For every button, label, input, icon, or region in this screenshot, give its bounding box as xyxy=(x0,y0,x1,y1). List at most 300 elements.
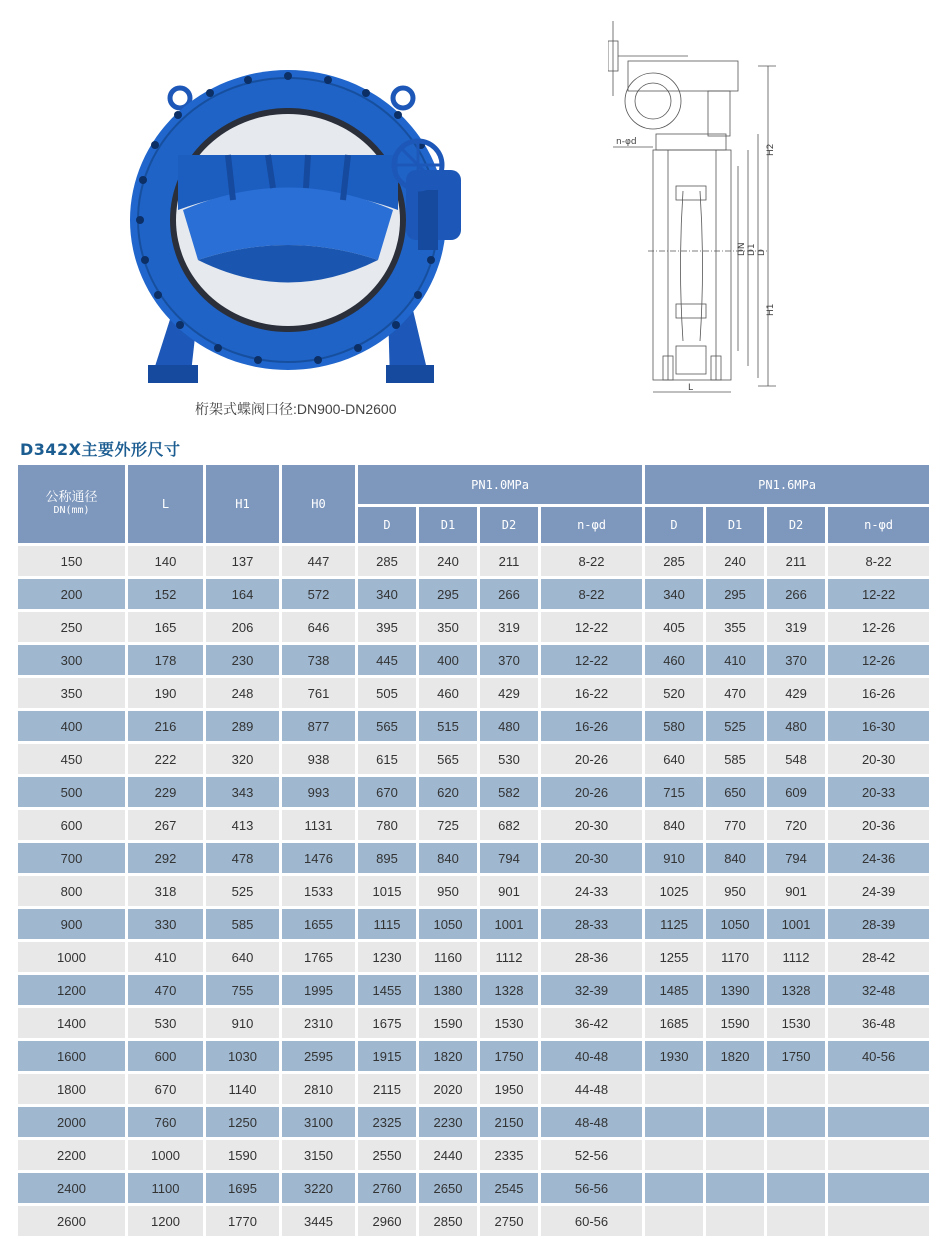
table-cell xyxy=(767,1206,825,1236)
table-cell: 3220 xyxy=(282,1173,355,1203)
table-cell: 585 xyxy=(206,909,279,939)
table-cell: 2325 xyxy=(358,1107,416,1137)
table-row xyxy=(18,876,929,906)
table-cell: 2150 xyxy=(480,1107,538,1137)
table-cell: 700 xyxy=(18,843,125,873)
table-cell: 2335 xyxy=(480,1140,538,1170)
table-cell: 32-39 xyxy=(541,975,642,1005)
table-cell: 582 xyxy=(480,777,538,807)
table-cell: 137 xyxy=(206,546,279,576)
table-cell: 229 xyxy=(128,777,203,807)
table-row xyxy=(18,678,929,708)
table-cell: 165 xyxy=(128,612,203,642)
table-cell: 40-56 xyxy=(828,1041,929,1071)
table-cell: 178 xyxy=(128,645,203,675)
table-cell: 720 xyxy=(767,810,825,840)
table-cell: 32-48 xyxy=(828,975,929,1005)
table-cell: 12-22 xyxy=(541,612,642,642)
table-cell: 150 xyxy=(18,546,125,576)
table-cell: 1770 xyxy=(206,1206,279,1236)
table-cell: 2200 xyxy=(18,1140,125,1170)
table-cell xyxy=(706,1173,764,1203)
table-row xyxy=(18,645,929,675)
table-cell xyxy=(767,1173,825,1203)
dimensions-table xyxy=(15,462,932,1239)
table-cell xyxy=(828,1140,929,1170)
table-cell xyxy=(706,1206,764,1236)
table-cell: 2000 xyxy=(18,1107,125,1137)
drawing-label-dn: DN xyxy=(737,242,747,256)
table-cell: 355 xyxy=(706,612,764,642)
table-cell: 295 xyxy=(419,579,477,609)
table-cell: 2960 xyxy=(358,1206,416,1236)
table-cell: 319 xyxy=(480,612,538,642)
table-row xyxy=(18,744,929,774)
table-cell: 2810 xyxy=(282,1074,355,1104)
table-cell xyxy=(828,1206,929,1236)
table-cell: 285 xyxy=(645,546,703,576)
drawing-label-h1: H1 xyxy=(766,303,776,316)
table-cell: 646 xyxy=(282,612,355,642)
table-cell: 1200 xyxy=(128,1206,203,1236)
table-cell: 1655 xyxy=(282,909,355,939)
table-cell: 525 xyxy=(206,876,279,906)
table-cell: 1115 xyxy=(358,909,416,939)
table-cell: 1820 xyxy=(419,1041,477,1071)
table-cell: 650 xyxy=(706,777,764,807)
table-row xyxy=(18,1173,929,1203)
table-cell: 565 xyxy=(358,711,416,741)
table-cell: 12-22 xyxy=(828,579,929,609)
table-cell: 470 xyxy=(706,678,764,708)
table-cell: 2550 xyxy=(358,1140,416,1170)
table-cell: 2760 xyxy=(358,1173,416,1203)
table-cell: 295 xyxy=(706,579,764,609)
table-cell: 2230 xyxy=(419,1107,477,1137)
table-cell: 20-30 xyxy=(828,744,929,774)
table-cell: 900 xyxy=(18,909,125,939)
table-cell: 600 xyxy=(18,810,125,840)
table-cell: 1995 xyxy=(282,975,355,1005)
table-cell xyxy=(706,1074,764,1104)
table-cell: 760 xyxy=(128,1107,203,1137)
table-cell: 515 xyxy=(419,711,477,741)
header-pn16-d: D xyxy=(645,507,703,543)
table-cell: 36-48 xyxy=(828,1008,929,1038)
header-group-pn16: PN1.6MPa xyxy=(645,465,929,504)
table-cell: 1030 xyxy=(206,1041,279,1071)
table-cell xyxy=(645,1140,703,1170)
table-cell: 266 xyxy=(480,579,538,609)
table-cell: 1380 xyxy=(419,975,477,1005)
table-cell: 2600 xyxy=(18,1206,125,1236)
table-cell: 40-48 xyxy=(541,1041,642,1071)
table-cell: 2440 xyxy=(419,1140,477,1170)
table-cell: 1400 xyxy=(18,1008,125,1038)
table-cell: 530 xyxy=(128,1008,203,1038)
table-cell: 16-26 xyxy=(828,678,929,708)
table-cell: 8-22 xyxy=(828,546,929,576)
table-cell: 16-26 xyxy=(541,711,642,741)
table-cell: 20-30 xyxy=(541,843,642,873)
table-cell xyxy=(706,1140,764,1170)
table-cell: 12-26 xyxy=(828,645,929,675)
table-cell: 1000 xyxy=(128,1140,203,1170)
table-cell: 901 xyxy=(767,876,825,906)
table-cell: 20-36 xyxy=(828,810,929,840)
drawing-label-d1: D1 xyxy=(747,243,757,256)
table-cell: 620 xyxy=(419,777,477,807)
table-cell: 840 xyxy=(419,843,477,873)
header-l: L xyxy=(128,465,203,543)
table-cell: 1230 xyxy=(358,942,416,972)
table-cell: 12-26 xyxy=(828,612,929,642)
table-cell: 1675 xyxy=(358,1008,416,1038)
table-cell: 1125 xyxy=(645,909,703,939)
table-cell: 1001 xyxy=(480,909,538,939)
table-cell: 682 xyxy=(480,810,538,840)
table-cell: 470 xyxy=(128,975,203,1005)
photo-caption: 桁架式蝶阀口径:DN900-DN2600 xyxy=(195,401,397,417)
table-cell: 319 xyxy=(767,612,825,642)
table-cell: 20-26 xyxy=(541,777,642,807)
table-cell: 1950 xyxy=(480,1074,538,1104)
header-dn xyxy=(18,465,125,543)
header-pn16-d2: D2 xyxy=(767,507,825,543)
table-cell: 190 xyxy=(128,678,203,708)
table-cell: 24-33 xyxy=(541,876,642,906)
valve-photo xyxy=(128,60,473,390)
table-cell: 395 xyxy=(358,612,416,642)
table-cell: 1590 xyxy=(206,1140,279,1170)
table-cell: 1170 xyxy=(706,942,764,972)
table-row xyxy=(18,909,929,939)
table-cell: 248 xyxy=(206,678,279,708)
table-cell: 1001 xyxy=(767,909,825,939)
table-cell xyxy=(767,1107,825,1137)
table-cell: 28-39 xyxy=(828,909,929,939)
table-cell: 480 xyxy=(767,711,825,741)
table-cell: 3150 xyxy=(282,1140,355,1170)
table-cell: 1930 xyxy=(645,1041,703,1071)
table-cell: 266 xyxy=(767,579,825,609)
table-cell: 1025 xyxy=(645,876,703,906)
table-row xyxy=(18,777,929,807)
header-h0: H0 xyxy=(282,465,355,543)
table-cell: 240 xyxy=(706,546,764,576)
table-cell: 28-42 xyxy=(828,942,929,972)
table-cell: 1915 xyxy=(358,1041,416,1071)
table-cell: 24-39 xyxy=(828,876,929,906)
table-cell: 340 xyxy=(358,579,416,609)
table-cell: 3445 xyxy=(282,1206,355,1236)
table-cell: 548 xyxy=(767,744,825,774)
table-cell xyxy=(767,1140,825,1170)
table-row xyxy=(18,975,929,1005)
table-cell: 530 xyxy=(480,744,538,774)
table-cell: 320 xyxy=(206,744,279,774)
table-cell: 1476 xyxy=(282,843,355,873)
table-cell xyxy=(645,1074,703,1104)
table-cell: 48-48 xyxy=(541,1107,642,1137)
table-cell: 1131 xyxy=(282,810,355,840)
table-cell: 2310 xyxy=(282,1008,355,1038)
table-cell: 2545 xyxy=(480,1173,538,1203)
table-row xyxy=(18,1206,929,1236)
table-cell: 350 xyxy=(419,612,477,642)
table-cell: 140 xyxy=(128,546,203,576)
table-cell: 1140 xyxy=(206,1074,279,1104)
drawing-label-n-phi-d: n-φd xyxy=(616,137,637,147)
table-cell: 1685 xyxy=(645,1008,703,1038)
table-cell: 413 xyxy=(206,810,279,840)
table-cell: 1015 xyxy=(358,876,416,906)
table-cell xyxy=(645,1107,703,1137)
table-row xyxy=(18,546,929,576)
table-cell: 267 xyxy=(128,810,203,840)
header-pn10-d1: D1 xyxy=(419,507,477,543)
table-cell: 300 xyxy=(18,645,125,675)
table-cell: 938 xyxy=(282,744,355,774)
table-body xyxy=(18,546,929,1236)
drawing-label-d: D xyxy=(757,249,767,256)
table-cell: 2595 xyxy=(282,1041,355,1071)
header-pn16-n-phi-d: n-φd xyxy=(828,507,929,543)
table-cell: 44-48 xyxy=(541,1074,642,1104)
table-cell: 1050 xyxy=(419,909,477,939)
table-cell: 1485 xyxy=(645,975,703,1005)
table-cell: 840 xyxy=(645,810,703,840)
table-cell: 240 xyxy=(419,546,477,576)
table-row xyxy=(18,1074,929,1104)
table-cell: 877 xyxy=(282,711,355,741)
table-cell: 2750 xyxy=(480,1206,538,1236)
table-row xyxy=(18,810,929,840)
table-cell: 1100 xyxy=(128,1173,203,1203)
table-cell: 1200 xyxy=(18,975,125,1005)
table-cell: 761 xyxy=(282,678,355,708)
table-cell xyxy=(767,1074,825,1104)
table-row xyxy=(18,1107,929,1137)
table-cell: 12-22 xyxy=(541,645,642,675)
table-cell: 8-22 xyxy=(541,579,642,609)
table-cell: 330 xyxy=(128,909,203,939)
table-cell: 1050 xyxy=(706,909,764,939)
table-cell: 289 xyxy=(206,711,279,741)
table-cell: 410 xyxy=(706,645,764,675)
table-cell: 1590 xyxy=(706,1008,764,1038)
table-cell: 770 xyxy=(706,810,764,840)
table-cell: 794 xyxy=(480,843,538,873)
table-cell: 993 xyxy=(282,777,355,807)
table-cell: 460 xyxy=(645,645,703,675)
table-cell: 670 xyxy=(128,1074,203,1104)
table-cell: 1328 xyxy=(480,975,538,1005)
table-cell: 525 xyxy=(706,711,764,741)
table-cell: 2650 xyxy=(419,1173,477,1203)
table-cell: 1800 xyxy=(18,1074,125,1104)
table-cell: 450 xyxy=(18,744,125,774)
table-cell: 895 xyxy=(358,843,416,873)
table-cell: 200 xyxy=(18,579,125,609)
table-cell: 1750 xyxy=(767,1041,825,1071)
table-cell: 56-56 xyxy=(541,1173,642,1203)
table-cell: 670 xyxy=(358,777,416,807)
table-cell: 24-36 xyxy=(828,843,929,873)
table-cell xyxy=(645,1206,703,1236)
table-cell: 780 xyxy=(358,810,416,840)
header-dn-unit: DN(mm) xyxy=(53,505,90,516)
table-cell: 1750 xyxy=(480,1041,538,1071)
table-cell: 410 xyxy=(128,942,203,972)
table-row xyxy=(18,612,929,642)
table-cell: 222 xyxy=(128,744,203,774)
table-cell: 1455 xyxy=(358,975,416,1005)
table-cell: 950 xyxy=(419,876,477,906)
table-row xyxy=(18,843,929,873)
table-cell: 318 xyxy=(128,876,203,906)
table-cell: 1820 xyxy=(706,1041,764,1071)
table-cell: 1530 xyxy=(480,1008,538,1038)
table-cell: 505 xyxy=(358,678,416,708)
drawing-label-h2: H2 xyxy=(766,143,776,156)
table-cell: 500 xyxy=(18,777,125,807)
table-cell: 480 xyxy=(480,711,538,741)
table-cell xyxy=(828,1074,929,1104)
table-cell: 1112 xyxy=(480,942,538,972)
table-cell: 600 xyxy=(128,1041,203,1071)
table-cell: 400 xyxy=(18,711,125,741)
table-cell: 1000 xyxy=(18,942,125,972)
table-cell: 292 xyxy=(128,843,203,873)
table-cell: 1255 xyxy=(645,942,703,972)
table-cell: 447 xyxy=(282,546,355,576)
table-cell: 16-22 xyxy=(541,678,642,708)
table-cell xyxy=(645,1173,703,1203)
table-cell: 755 xyxy=(206,975,279,1005)
table-cell: 901 xyxy=(480,876,538,906)
table-cell: 565 xyxy=(419,744,477,774)
table-cell: 340 xyxy=(645,579,703,609)
table-cell: 460 xyxy=(419,678,477,708)
table-cell: 152 xyxy=(128,579,203,609)
table-cell: 36-42 xyxy=(541,1008,642,1038)
table-cell: 580 xyxy=(645,711,703,741)
table-cell: 206 xyxy=(206,612,279,642)
table-row xyxy=(18,1140,929,1170)
section-title: D342X主要外形尺寸 xyxy=(20,440,181,459)
table-cell: 20-26 xyxy=(541,744,642,774)
table-cell: 640 xyxy=(206,942,279,972)
table-row xyxy=(18,942,929,972)
table-cell: 28-33 xyxy=(541,909,642,939)
header-pn16-d1: D1 xyxy=(706,507,764,543)
table-cell: 28-36 xyxy=(541,942,642,972)
table-cell: 216 xyxy=(128,711,203,741)
table-cell: 910 xyxy=(645,843,703,873)
table-cell: 738 xyxy=(282,645,355,675)
table-cell: 8-22 xyxy=(541,546,642,576)
table-cell: 16-30 xyxy=(828,711,929,741)
table-cell: 910 xyxy=(206,1008,279,1038)
table-cell: 1112 xyxy=(767,942,825,972)
table-cell: 520 xyxy=(645,678,703,708)
table-cell: 370 xyxy=(767,645,825,675)
table-cell: 725 xyxy=(419,810,477,840)
header-h1: H1 xyxy=(206,465,279,543)
table-cell: 840 xyxy=(706,843,764,873)
table-row xyxy=(18,1008,929,1038)
table-cell xyxy=(828,1107,929,1137)
table-cell xyxy=(828,1173,929,1203)
table-cell: 343 xyxy=(206,777,279,807)
header-group-pn10: PN1.0MPa xyxy=(358,465,642,504)
table-cell: 2115 xyxy=(358,1074,416,1104)
table-cell: 211 xyxy=(767,546,825,576)
table-cell: 1600 xyxy=(18,1041,125,1071)
table-cell: 640 xyxy=(645,744,703,774)
table-cell: 1328 xyxy=(767,975,825,1005)
table-cell: 1590 xyxy=(419,1008,477,1038)
table-cell xyxy=(706,1107,764,1137)
table-cell: 370 xyxy=(480,645,538,675)
table-cell: 609 xyxy=(767,777,825,807)
table-row xyxy=(18,579,929,609)
table-cell: 60-56 xyxy=(541,1206,642,1236)
table-cell: 2020 xyxy=(419,1074,477,1104)
table-cell: 478 xyxy=(206,843,279,873)
table-cell: 20-30 xyxy=(541,810,642,840)
table-cell: 1533 xyxy=(282,876,355,906)
table-cell: 164 xyxy=(206,579,279,609)
drawing-label-l: L xyxy=(688,383,694,393)
table-row xyxy=(18,711,929,741)
table-cell: 615 xyxy=(358,744,416,774)
table-cell: 1250 xyxy=(206,1107,279,1137)
table-cell: 250 xyxy=(18,612,125,642)
table-cell: 1765 xyxy=(282,942,355,972)
table-cell: 2400 xyxy=(18,1173,125,1203)
table-cell: 1160 xyxy=(419,942,477,972)
table-cell: 405 xyxy=(645,612,703,642)
valve-technical-drawing xyxy=(608,16,793,396)
table-cell: 585 xyxy=(706,744,764,774)
header-pn10-d2: D2 xyxy=(480,507,538,543)
table-cell: 400 xyxy=(419,645,477,675)
table-cell: 230 xyxy=(206,645,279,675)
table-cell: 2850 xyxy=(419,1206,477,1236)
table-cell: 445 xyxy=(358,645,416,675)
table-cell: 285 xyxy=(358,546,416,576)
table-cell: 3100 xyxy=(282,1107,355,1137)
header-dn-label: 公称通径 xyxy=(45,490,98,505)
table-cell: 350 xyxy=(18,678,125,708)
table-cell: 1530 xyxy=(767,1008,825,1038)
table-cell: 794 xyxy=(767,843,825,873)
header-pn10-d: D xyxy=(358,507,416,543)
table-cell: 429 xyxy=(767,678,825,708)
table-cell: 715 xyxy=(645,777,703,807)
table-cell: 52-56 xyxy=(541,1140,642,1170)
table-cell: 1390 xyxy=(706,975,764,1005)
table-cell: 950 xyxy=(706,876,764,906)
table-cell: 20-33 xyxy=(828,777,929,807)
table-row xyxy=(18,1041,929,1071)
table-cell: 800 xyxy=(18,876,125,906)
table-cell: 572 xyxy=(282,579,355,609)
table-cell: 1695 xyxy=(206,1173,279,1203)
table-cell: 429 xyxy=(480,678,538,708)
